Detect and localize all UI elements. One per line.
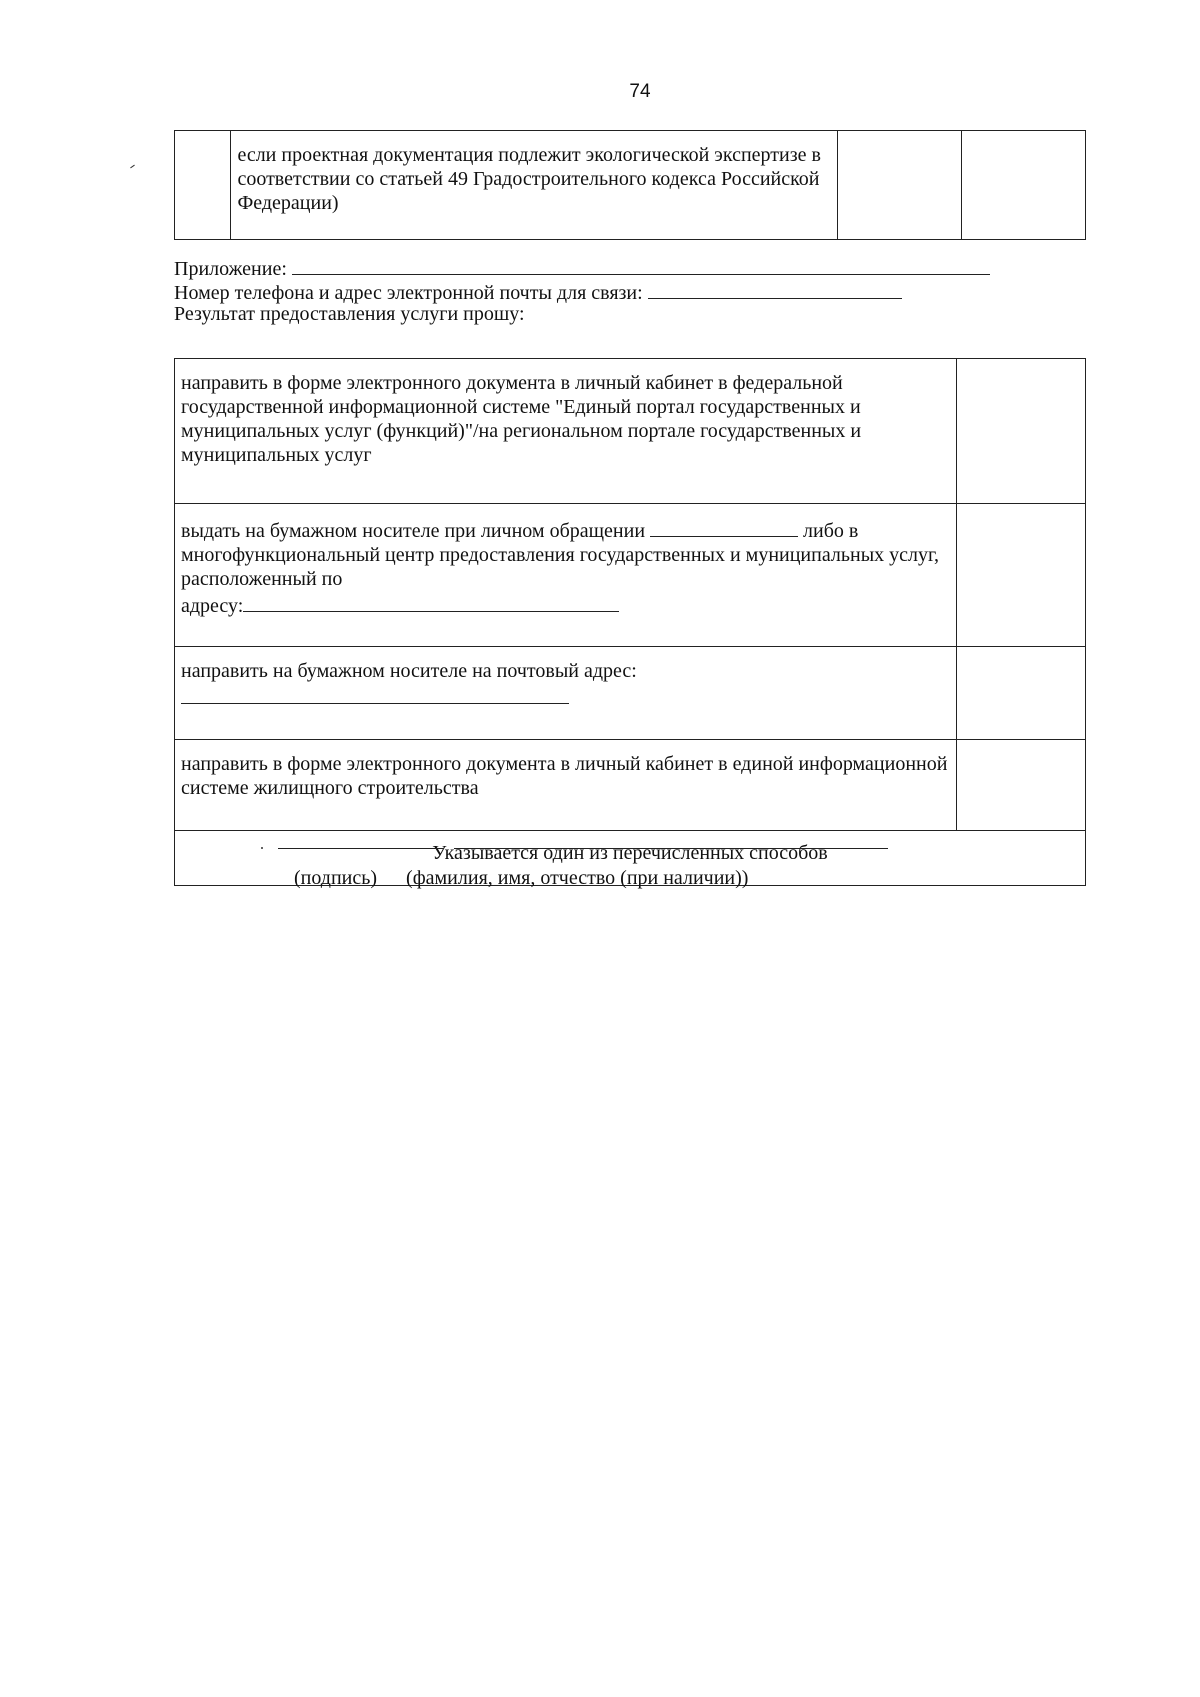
contact-blank-field[interactable] [648,278,902,299]
postal-address-blank-field[interactable] [181,683,569,704]
table-row [175,131,1086,240]
option-2-text-after: либо в многофункциональный центр предоставления государственных и муниципальных услуг, расположенный по [181,520,939,590]
page-number: 74 [629,81,651,102]
option-3-text: направить на бумажном носителе на почтовый адрес: [181,660,637,682]
option-2-checkbox-cell[interactable] [957,504,1086,647]
option-2-text-before: выдать на бумажном носителе при личном обращении [181,520,646,542]
scan-artifact-dot [261,847,263,849]
option-1-checkbox-cell[interactable] [957,359,1086,504]
description-text: если проектная документация подлежит экологической экспертизе в соответствии со статьей 49 Градостроительного кодекса Российской Федерации) [237,144,821,214]
table-row [175,359,1086,504]
address-blank-field[interactable] [243,591,619,612]
footnote-text: Указывается один из перечисленных способов [432,842,828,864]
option-3-checkbox-cell[interactable] [957,647,1086,740]
attachment-label: Приложение: [174,258,287,280]
description-cell [231,131,838,240]
full-name-blank-field[interactable] [454,848,888,849]
option-4-text: направить в форме электронного документа в личный кабинет в единой информационной системе жилищного строительства [181,753,948,799]
table-row [175,504,1086,647]
contact-line [174,278,1074,302]
option-text-cell [175,359,957,504]
scan-artifact-mark [130,165,135,169]
contact-label: Номер телефона и адрес электронной почты для связи: [174,282,643,304]
signature-lines [278,848,898,854]
signature-captions [278,866,898,890]
attachment-line [174,254,1074,278]
form-fields [174,254,1074,326]
empty-cell-2 [962,131,1086,240]
top-table [174,130,1086,240]
option-2-address-label: адресу: [181,595,244,617]
office-blank-field[interactable] [650,516,798,537]
option-1-text: направить в форме электронного документа в личный кабинет в федеральной государственной информационной системе "Единый портал государственных и муниципальных услуг (функций)"/на региональном портале государственных и муниципальных услуг [181,372,862,466]
number-cell [175,131,231,240]
option-text-cell [175,740,957,831]
attachment-blank-field[interactable] [292,254,990,275]
signature-block [278,848,898,890]
empty-cell-1 [838,131,962,240]
signature-caption: (подпись) [294,867,378,889]
option-4-checkbox-cell[interactable] [957,740,1086,831]
option-text-cell [175,504,957,647]
result-line [174,302,1074,326]
result-options-table [174,358,1086,886]
full-name-caption: (фамилия, имя, отчество (при наличии)) [406,867,749,889]
result-label: Результат предоставления услуги прошу: [174,303,525,325]
option-text-cell [175,647,957,740]
table-row [175,740,1086,831]
signature-blank-field[interactable] [278,848,444,849]
table-row [175,647,1086,740]
